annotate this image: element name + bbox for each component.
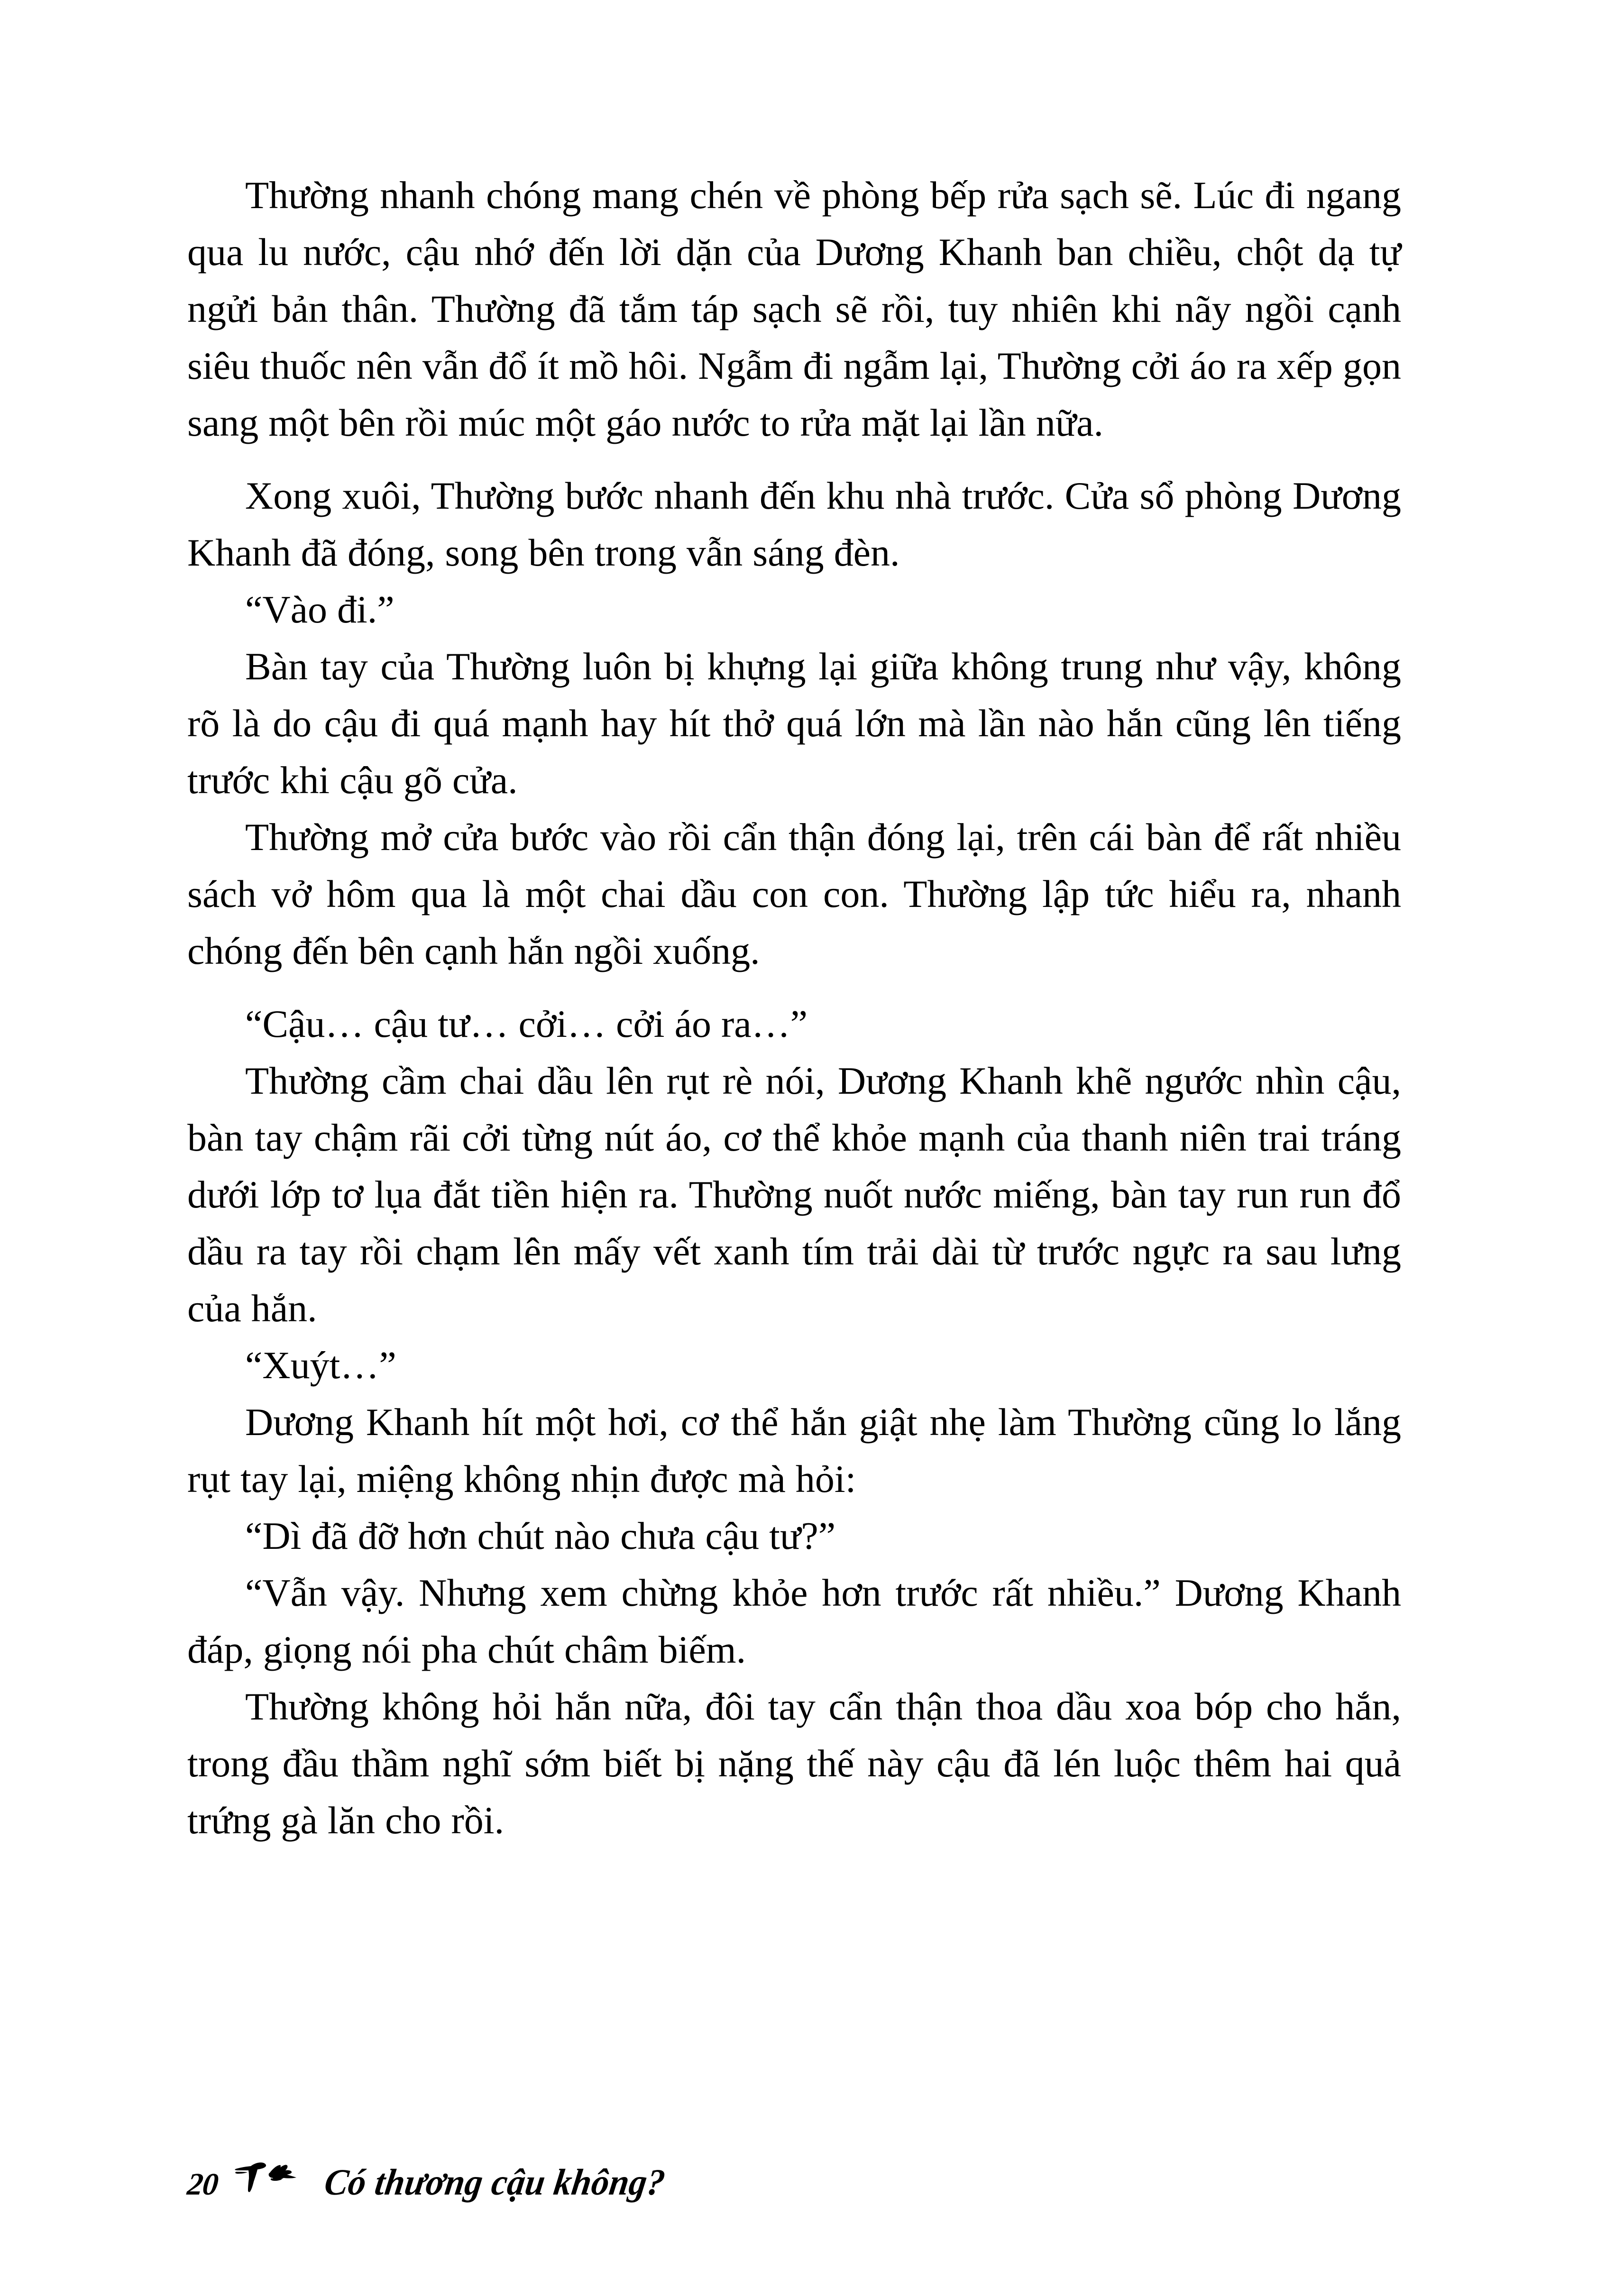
- paragraph: Thường mở cửa bước vào rồi cẩn thận đóng lại, trên cái bàn để rất nhiều sách vở hôm qua là một chai dầu con con. Thường lập tức hiểu ra, nhanh chóng đến bên cạnh hắn ngồi xuống.: [187, 815, 1401, 972]
- page-number: 20: [185, 2167, 220, 2202]
- dialogue-line: “Xuýt…”: [245, 1344, 396, 1387]
- paragraph: Dương Khanh hít một hơi, cơ thể hắn giật nhẹ làm Thường cũng lo lắng rụt tay lại, miệng không nhịn được mà hỏi:: [187, 1400, 1401, 1500]
- dialogue-line: “Cậu… cậu tư… cởi… cởi áo ra…”: [245, 1002, 808, 1045]
- dialogue-line: “Dì đã đỡ hơn chút nào chưa cậu tư?”: [245, 1514, 836, 1557]
- page-footer: [185, 2146, 668, 2203]
- dialogue-line: “Vẫn vậy. Nhưng xem chừng khỏe hơn trước rất nhiều.” Dương Khanh đáp, giọng nói pha chút châm biếm.: [187, 1571, 1401, 1671]
- body-text-column: [187, 167, 1401, 1849]
- paragraph: Thường không hỏi hắn nữa, đôi tay cẩn thận thoa dầu xoa bóp cho hắn, trong đầu thầm nghĩ sớm biết bị nặng thế này cậu đã lén luộc thêm hai quả trứng gà lăn cho rồi.: [187, 1685, 1401, 1842]
- paragraph: Thường nhanh chóng mang chén về phòng bếp rửa sạch sẽ. Lúc đi ngang qua lu nước, cậu nhớ đến lời dặn của Dương Khanh ban chiều, chột dạ tự ngửi bản thân. Thường đã tắm táp sạch sẽ rồi, tuy nhiên khi nãy ngồi cạnh siêu thuốc nên vẫn đổ ít mồ hôi. Ngẫm đi ngẫm lại, Thường cởi áo ra xếp gọn sang một bên rồi múc một gáo nước to rửa mặt lại lần nữa.: [187, 174, 1401, 444]
- paragraph: Bàn tay của Thường luôn bị khựng lại giữa không trung như vậy, không rõ là do cậu đi quá mạnh hay hít thở quá lớn mà lần nào hắn cũng lên tiếng trước khi cậu gõ cửa.: [187, 645, 1401, 802]
- book-title: Có thương cậu không?: [322, 2162, 668, 2203]
- flying-cranes-ornament: [230, 2161, 301, 2203]
- dialogue-line: “Vào đi.”: [245, 588, 395, 631]
- paragraph: Xong xuôi, Thường bước nhanh đến khu nhà trước. Cửa sổ phòng Dương Khanh đã đóng, song bên trong vẫn sáng đèn.: [187, 474, 1401, 574]
- paragraph: Thường cầm chai dầu lên rụt rè nói, Dương Khanh khẽ ngước nhìn cậu, bàn tay chậm rãi cởi từng nút áo, cơ thể khỏe mạnh của thanh niên trai tráng dưới lớp tơ lụa đắt tiền hiện ra. Thường nuốt nước miếng, bàn tay run run đổ dầu ra tay rồi chạm lên mấy vết xanh tím trải dài từ trước ngực ra sau lưng của hắn.: [187, 1059, 1401, 1330]
